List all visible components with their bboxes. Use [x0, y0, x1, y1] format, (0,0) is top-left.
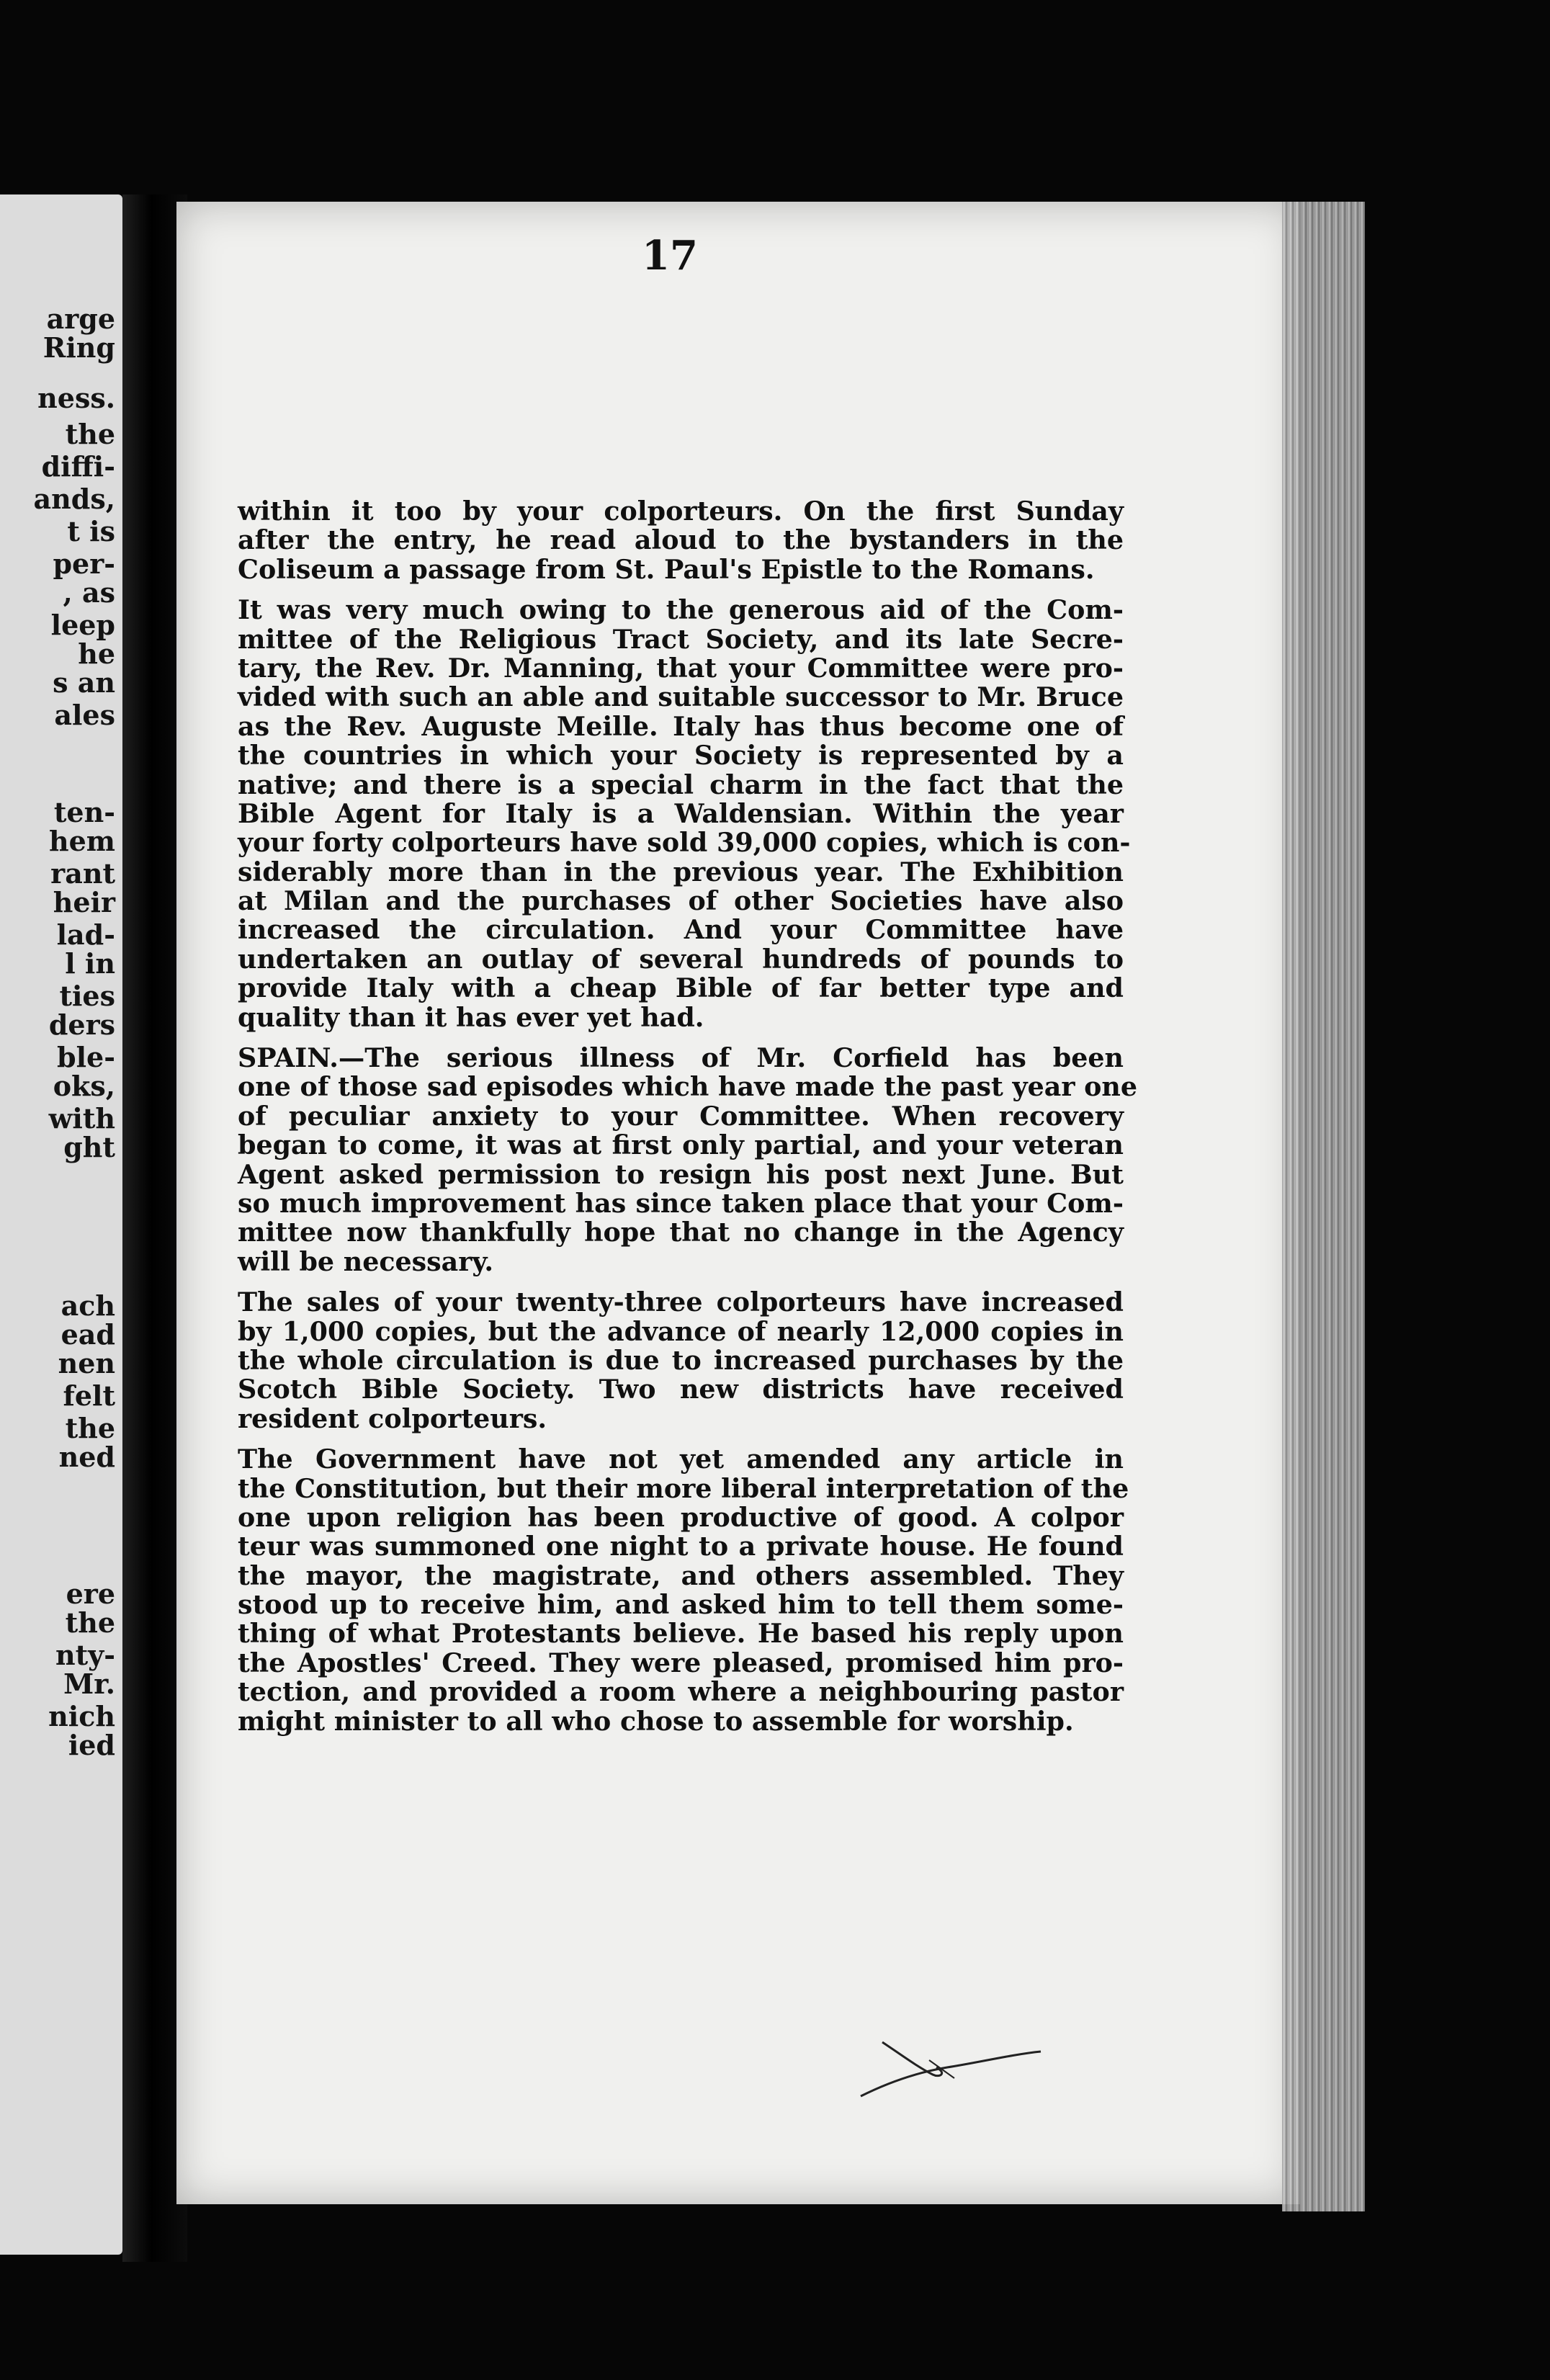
left-page-fragment: ght — [63, 1131, 115, 1163]
left-page-fragment: the — [65, 418, 115, 450]
text-line: Bible Agent for Italy is a Waldensian. Within the year — [238, 797, 1124, 829]
text-line: tection, and provided a room where a neighbouring pastor — [238, 1676, 1124, 1708]
left-page-fragment: rant — [50, 857, 115, 890]
text-line: teur was summoned one night to a private house. He found — [238, 1531, 1124, 1562]
text-line: by 1,000 copies, but the advance of nearly 12,000 copies in — [238, 1315, 1124, 1347]
text-line: Agent asked permission to resign his post next June. But — [238, 1158, 1124, 1190]
left-page-fragment: nty- — [55, 1639, 115, 1671]
left-page-fragment: lad- — [56, 918, 115, 951]
text-line: the Apostles' Creed. They were pleased, promised him pro- — [238, 1647, 1124, 1678]
left-page-fragment: the — [65, 1606, 115, 1639]
text-line: The sales of your twenty-three colporteurs have increased — [238, 1287, 1124, 1318]
left-page-fragment: t is — [67, 515, 115, 547]
left-page-fragment: heir — [53, 886, 115, 918]
left-page-fragment: ders — [48, 1008, 115, 1041]
left-page-fragment: ere — [66, 1578, 115, 1610]
text-line: at Milan and the purchases of other Societies have also — [238, 885, 1124, 917]
left-page-fragment: per- — [53, 547, 115, 580]
left-page-fragment: nich — [48, 1700, 115, 1732]
text-line: the countries in which your Society is represented by a — [238, 740, 1124, 771]
text-line: Coliseum a passage from St. Paul's Epistle to the Romans. — [238, 553, 1095, 585]
text-line: of peculiar anxiety to your Committee. When recovery — [238, 1100, 1124, 1132]
left-page-fragment: nen — [58, 1347, 115, 1379]
left-page-fragment: ied — [68, 1729, 115, 1761]
text-line: after the entry, he read aloud to the bystanders in the — [238, 524, 1124, 556]
text-line: might minister to all who chose to assemble for worship. — [238, 1705, 1074, 1737]
text-line: native; and there is a special charm in the fact that the — [238, 769, 1124, 800]
left-page-fragment: ands, — [33, 483, 115, 515]
left-page-fragment: diffi- — [41, 450, 115, 483]
left-page-fragment: l in — [65, 947, 115, 980]
left-page-fragment: s an — [53, 666, 115, 699]
left-page-fragment: ties — [59, 980, 115, 1012]
left-page-fragment: felt — [63, 1379, 115, 1412]
text-line: one of those sad episodes which have made the past year one — [238, 1071, 1138, 1103]
text-line: the whole circulation is due to increased purchases by the — [238, 1344, 1124, 1376]
text-line: mittee now thankfully hope that no change in the Agency — [238, 1217, 1124, 1248]
left-page-fragment: ble- — [57, 1041, 115, 1073]
text-line: will be necessary. — [238, 1245, 494, 1277]
left-page-fragment: the — [65, 1412, 115, 1444]
left-page-fragment: ead — [61, 1318, 115, 1351]
text-line: siderably more than in the previous year. The Exhibition — [238, 856, 1124, 887]
text-line: SPAIN.—The serious illness of Mr. Corfield has been — [238, 1042, 1124, 1074]
text-line: as the Rev. Auguste Meille. Italy has thus become one of — [238, 710, 1124, 742]
pencil-mark — [846, 2039, 1048, 2103]
text-line: stood up to receive him, and asked him to tell them some- — [238, 1589, 1124, 1621]
text-line: your forty colporteurs have sold 39,000 copies, which is con- — [238, 827, 1131, 859]
text-line: It was very much owing to the generous aid of the Com- — [238, 594, 1124, 626]
text-line: provide Italy with a cheap Bible of far better type and — [238, 972, 1124, 1004]
left-page-fragment: arge — [46, 303, 115, 335]
text-line: within it too by your colporteurs. On the first Sunday — [238, 496, 1124, 527]
page-number: 17 — [642, 232, 698, 279]
left-page-fragment: he — [78, 638, 115, 670]
text-line: Scotch Bible Society. Two new districts have received — [238, 1374, 1124, 1405]
left-page-fragment: ach — [61, 1289, 115, 1322]
text-line: one upon religion has been productive of good. A colpor — [238, 1501, 1124, 1533]
text-line: the Constitution, but their more liberal interpretation of the — [238, 1472, 1129, 1504]
text-line: the mayor, the magistrate, and others assembled. They — [238, 1560, 1124, 1591]
text-line: The Government have not yet amended any article in — [238, 1444, 1124, 1475]
left-page-fragment: hem — [48, 825, 115, 857]
text-line: thing of what Protestants believe. He based his reply upon — [238, 1618, 1124, 1650]
text-line: increased the circulation. And your Committee have — [238, 914, 1124, 946]
text-line: resident colporteurs. — [238, 1402, 547, 1434]
text-line: quality than it has ever yet had. — [238, 1001, 704, 1033]
text-line: mittee of the Religious Tract Society, and its late Secre- — [238, 623, 1124, 655]
text-line: undertaken an outlay of several hundreds of pounds to — [238, 943, 1124, 975]
left-page-fragment: ales — [54, 699, 115, 731]
body-text — [238, 496, 1138, 1737]
text-line: began to come, it was at first only partial, and your veteran — [238, 1129, 1124, 1161]
text-line: vided with such an able and suitable successor to Mr. Bruce — [238, 681, 1124, 713]
left-page-text-fragments — [0, 194, 122, 2255]
left-page-fragment: oks, — [53, 1070, 115, 1102]
left-page-fragment: Mr. — [63, 1668, 115, 1700]
left-page-fragment: ned — [58, 1441, 115, 1473]
left-page-fragment: ness. — [37, 382, 115, 414]
page-fore-edge — [1282, 202, 1365, 2211]
text-line: so much improvement has since taken place that your Com- — [238, 1187, 1124, 1219]
left-page-fragment: Ring — [42, 331, 115, 364]
left-page-fragment: leep — [50, 609, 115, 641]
left-page-fragment: , as — [63, 576, 115, 609]
left-page-fragment: with — [48, 1102, 115, 1135]
left-facing-page — [0, 194, 122, 2255]
left-page-fragment: ten- — [53, 796, 115, 828]
text-line: tary, the Rev. Dr. Manning, that your Committee were pro- — [238, 652, 1124, 684]
